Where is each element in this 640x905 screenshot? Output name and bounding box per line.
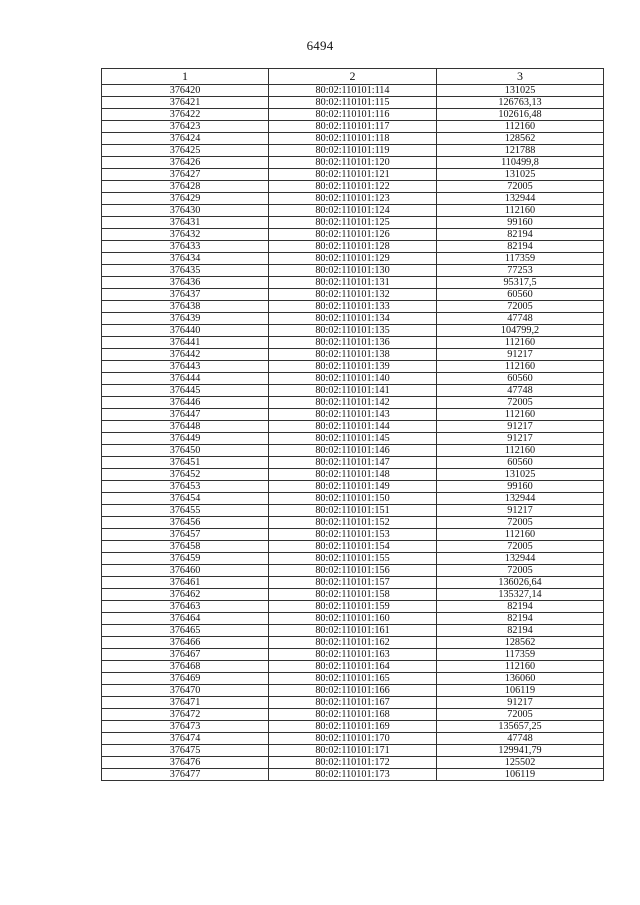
cadastral-number-cell: 80:02:110101:125	[269, 217, 437, 229]
cadastral-number-cell: 80:02:110101:152	[269, 517, 437, 529]
table-row	[102, 757, 604, 769]
value-cell: 128562	[437, 637, 604, 649]
table-row	[102, 433, 604, 445]
row-number-cell: 376450	[102, 445, 269, 457]
value-cell: 121788	[437, 145, 604, 157]
row-number-cell: 376427	[102, 169, 269, 181]
cadastral-number-cell: 80:02:110101:116	[269, 109, 437, 121]
cadastral-number-cell: 80:02:110101:161	[269, 625, 437, 637]
row-number-cell: 376468	[102, 661, 269, 673]
table-row	[102, 613, 604, 625]
row-number-cell: 376461	[102, 577, 269, 589]
value-cell: 91217	[437, 433, 604, 445]
value-cell: 77253	[437, 265, 604, 277]
row-number-cell: 376465	[102, 625, 269, 637]
value-cell: 136026,64	[437, 577, 604, 589]
value-cell: 82194	[437, 229, 604, 241]
cadastral-number-cell: 80:02:110101:159	[269, 601, 437, 613]
value-cell: 112160	[437, 529, 604, 541]
row-number-cell: 376431	[102, 217, 269, 229]
table-row	[102, 445, 604, 457]
value-cell: 106119	[437, 769, 604, 781]
value-cell: 135657,25	[437, 721, 604, 733]
row-number-cell: 376463	[102, 601, 269, 613]
table-row	[102, 661, 604, 673]
row-number-cell: 376475	[102, 745, 269, 757]
table-row	[102, 97, 604, 109]
value-cell: 112160	[437, 205, 604, 217]
table-row	[102, 289, 604, 301]
cadastral-number-cell: 80:02:110101:124	[269, 205, 437, 217]
row-number-cell: 376452	[102, 469, 269, 481]
value-cell: 72005	[437, 565, 604, 577]
value-cell: 60560	[437, 373, 604, 385]
table-row	[102, 529, 604, 541]
row-number-cell: 376423	[102, 121, 269, 133]
cadastral-number-cell: 80:02:110101:165	[269, 673, 437, 685]
table-row	[102, 157, 604, 169]
value-cell: 60560	[437, 457, 604, 469]
value-cell: 91217	[437, 349, 604, 361]
table-row	[102, 229, 604, 241]
column-header-3: 3	[437, 69, 604, 85]
table-row	[102, 421, 604, 433]
value-cell: 132944	[437, 553, 604, 565]
row-number-cell: 376464	[102, 613, 269, 625]
table-row	[102, 481, 604, 493]
cadastral-number-cell: 80:02:110101:164	[269, 661, 437, 673]
table-row	[102, 313, 604, 325]
cadastral-number-cell: 80:02:110101:162	[269, 637, 437, 649]
value-cell: 112160	[437, 121, 604, 133]
table-row	[102, 769, 604, 781]
row-number-cell: 376453	[102, 481, 269, 493]
cadastral-number-cell: 80:02:110101:168	[269, 709, 437, 721]
row-number-cell: 376426	[102, 157, 269, 169]
row-number-cell: 376443	[102, 361, 269, 373]
cadastral-number-cell: 80:02:110101:172	[269, 757, 437, 769]
table-row	[102, 397, 604, 409]
row-number-cell: 376474	[102, 733, 269, 745]
value-cell: 91217	[437, 421, 604, 433]
row-number-cell: 376434	[102, 253, 269, 265]
data-table	[101, 68, 604, 781]
row-number-cell: 376467	[102, 649, 269, 661]
row-number-cell: 376438	[102, 301, 269, 313]
cadastral-number-cell: 80:02:110101:115	[269, 97, 437, 109]
row-number-cell: 376445	[102, 385, 269, 397]
table-row	[102, 673, 604, 685]
row-number-cell: 376436	[102, 277, 269, 289]
value-cell: 131025	[437, 85, 604, 97]
cadastral-number-cell: 80:02:110101:141	[269, 385, 437, 397]
cadastral-number-cell: 80:02:110101:139	[269, 361, 437, 373]
table-row	[102, 193, 604, 205]
table-row	[102, 457, 604, 469]
value-cell: 112160	[437, 661, 604, 673]
value-cell: 72005	[437, 517, 604, 529]
table-row	[102, 625, 604, 637]
value-cell: 72005	[437, 397, 604, 409]
value-cell: 112160	[437, 409, 604, 421]
value-cell: 117359	[437, 649, 604, 661]
cadastral-number-cell: 80:02:110101:158	[269, 589, 437, 601]
cadastral-number-cell: 80:02:110101:120	[269, 157, 437, 169]
cadastral-number-cell: 80:02:110101:157	[269, 577, 437, 589]
cadastral-number-cell: 80:02:110101:156	[269, 565, 437, 577]
cadastral-number-cell: 80:02:110101:133	[269, 301, 437, 313]
row-number-cell: 376447	[102, 409, 269, 421]
row-number-cell: 376437	[102, 289, 269, 301]
row-number-cell: 376455	[102, 505, 269, 517]
row-number-cell: 376432	[102, 229, 269, 241]
table-row	[102, 745, 604, 757]
row-number-cell: 376462	[102, 589, 269, 601]
value-cell: 106119	[437, 685, 604, 697]
value-cell: 72005	[437, 541, 604, 553]
value-cell: 125502	[437, 757, 604, 769]
table-row	[102, 565, 604, 577]
table-row	[102, 349, 604, 361]
value-cell: 99160	[437, 481, 604, 493]
value-cell: 136060	[437, 673, 604, 685]
cadastral-number-cell: 80:02:110101:163	[269, 649, 437, 661]
row-number-cell: 376421	[102, 97, 269, 109]
row-number-cell: 376440	[102, 325, 269, 337]
cadastral-number-cell: 80:02:110101:131	[269, 277, 437, 289]
table-row	[102, 277, 604, 289]
table-row	[102, 505, 604, 517]
value-cell: 72005	[437, 709, 604, 721]
row-number-cell: 376439	[102, 313, 269, 325]
row-number-cell: 376441	[102, 337, 269, 349]
table-header-row	[102, 69, 604, 85]
cadastral-number-cell: 80:02:110101:154	[269, 541, 437, 553]
row-number-cell: 376466	[102, 637, 269, 649]
cadastral-number-cell: 80:02:110101:171	[269, 745, 437, 757]
cadastral-number-cell: 80:02:110101:144	[269, 421, 437, 433]
cadastral-number-cell: 80:02:110101:117	[269, 121, 437, 133]
table-body	[102, 85, 604, 781]
cadastral-number-cell: 80:02:110101:173	[269, 769, 437, 781]
row-number-cell: 376459	[102, 553, 269, 565]
table-row	[102, 205, 604, 217]
row-number-cell: 376435	[102, 265, 269, 277]
cadastral-number-cell: 80:02:110101:136	[269, 337, 437, 349]
table-row	[102, 361, 604, 373]
row-number-cell: 376444	[102, 373, 269, 385]
cadastral-number-cell: 80:02:110101:118	[269, 133, 437, 145]
cadastral-number-cell: 80:02:110101:146	[269, 445, 437, 457]
cadastral-number-cell: 80:02:110101:145	[269, 433, 437, 445]
row-number-cell: 376469	[102, 673, 269, 685]
cadastral-number-cell: 80:02:110101:170	[269, 733, 437, 745]
row-number-cell: 376425	[102, 145, 269, 157]
row-number-cell: 376420	[102, 85, 269, 97]
row-number-cell: 376422	[102, 109, 269, 121]
table-row	[102, 601, 604, 613]
table-row	[102, 121, 604, 133]
table-row	[102, 133, 604, 145]
value-cell: 47748	[437, 313, 604, 325]
cadastral-number-cell: 80:02:110101:123	[269, 193, 437, 205]
row-number-cell: 376446	[102, 397, 269, 409]
value-cell: 47748	[437, 385, 604, 397]
value-cell: 132944	[437, 193, 604, 205]
value-cell: 129941,79	[437, 745, 604, 757]
cadastral-number-cell: 80:02:110101:132	[269, 289, 437, 301]
cadastral-number-cell: 80:02:110101:122	[269, 181, 437, 193]
row-number-cell: 376428	[102, 181, 269, 193]
row-number-cell: 376448	[102, 421, 269, 433]
cadastral-number-cell: 80:02:110101:135	[269, 325, 437, 337]
table-row	[102, 589, 604, 601]
row-number-cell: 376458	[102, 541, 269, 553]
cadastral-number-cell: 80:02:110101:138	[269, 349, 437, 361]
cadastral-number-cell: 80:02:110101:153	[269, 529, 437, 541]
cadastral-number-cell: 80:02:110101:126	[269, 229, 437, 241]
value-cell: 91217	[437, 505, 604, 517]
cadastral-number-cell: 80:02:110101:143	[269, 409, 437, 421]
table-row	[102, 709, 604, 721]
cadastral-number-cell: 80:02:110101:167	[269, 697, 437, 709]
table-row	[102, 493, 604, 505]
table-row	[102, 697, 604, 709]
cadastral-number-cell: 80:02:110101:119	[269, 145, 437, 157]
value-cell: 112160	[437, 445, 604, 457]
row-number-cell: 376433	[102, 241, 269, 253]
value-cell: 47748	[437, 733, 604, 745]
row-number-cell: 376430	[102, 205, 269, 217]
value-cell: 128562	[437, 133, 604, 145]
table-row	[102, 685, 604, 697]
table-row	[102, 265, 604, 277]
value-cell: 126763,13	[437, 97, 604, 109]
row-number-cell: 376476	[102, 757, 269, 769]
cadastral-number-cell: 80:02:110101:134	[269, 313, 437, 325]
table-row	[102, 721, 604, 733]
value-cell: 60560	[437, 289, 604, 301]
column-header-2: 2	[269, 69, 437, 85]
row-number-cell: 376460	[102, 565, 269, 577]
table-row	[102, 181, 604, 193]
row-number-cell: 376429	[102, 193, 269, 205]
table-row	[102, 325, 604, 337]
value-cell: 110499,8	[437, 157, 604, 169]
value-cell: 82194	[437, 601, 604, 613]
row-number-cell: 376449	[102, 433, 269, 445]
table-row	[102, 373, 604, 385]
cadastral-number-cell: 80:02:110101:140	[269, 373, 437, 385]
row-number-cell: 376451	[102, 457, 269, 469]
table-row	[102, 301, 604, 313]
row-number-cell: 376471	[102, 697, 269, 709]
table-row	[102, 541, 604, 553]
cadastral-number-cell: 80:02:110101:166	[269, 685, 437, 697]
value-cell: 82194	[437, 613, 604, 625]
cadastral-number-cell: 80:02:110101:142	[269, 397, 437, 409]
table-row	[102, 253, 604, 265]
value-cell: 82194	[437, 241, 604, 253]
table-row	[102, 217, 604, 229]
table-row	[102, 517, 604, 529]
table-row	[102, 145, 604, 157]
table-row	[102, 637, 604, 649]
value-cell: 82194	[437, 625, 604, 637]
row-number-cell: 376470	[102, 685, 269, 697]
cadastral-number-cell: 80:02:110101:150	[269, 493, 437, 505]
table-row	[102, 469, 604, 481]
table-row	[102, 577, 604, 589]
cadastral-number-cell: 80:02:110101:160	[269, 613, 437, 625]
table-row	[102, 649, 604, 661]
row-number-cell: 376424	[102, 133, 269, 145]
row-number-cell: 376473	[102, 721, 269, 733]
value-cell: 131025	[437, 169, 604, 181]
table-row	[102, 241, 604, 253]
value-cell: 99160	[437, 217, 604, 229]
column-header-1: 1	[102, 69, 269, 85]
cadastral-number-cell: 80:02:110101:114	[269, 85, 437, 97]
cadastral-number-cell: 80:02:110101:151	[269, 505, 437, 517]
table-row	[102, 385, 604, 397]
value-cell: 112160	[437, 361, 604, 373]
value-cell: 131025	[437, 469, 604, 481]
table-row	[102, 337, 604, 349]
table-row	[102, 409, 604, 421]
row-number-cell: 376477	[102, 769, 269, 781]
table-row	[102, 733, 604, 745]
value-cell: 135327,14	[437, 589, 604, 601]
row-number-cell: 376454	[102, 493, 269, 505]
value-cell: 72005	[437, 301, 604, 313]
value-cell: 102616,48	[437, 109, 604, 121]
table-row	[102, 553, 604, 565]
value-cell: 72005	[437, 181, 604, 193]
row-number-cell: 376472	[102, 709, 269, 721]
value-cell: 132944	[437, 493, 604, 505]
cadastral-number-cell: 80:02:110101:128	[269, 241, 437, 253]
cadastral-number-cell: 80:02:110101:155	[269, 553, 437, 565]
cadastral-number-cell: 80:02:110101:147	[269, 457, 437, 469]
row-number-cell: 376457	[102, 529, 269, 541]
table-row	[102, 169, 604, 181]
page-number: 6494	[306, 38, 334, 53]
value-cell: 112160	[437, 337, 604, 349]
value-cell: 104799,2	[437, 325, 604, 337]
cadastral-number-cell: 80:02:110101:149	[269, 481, 437, 493]
value-cell: 117359	[437, 253, 604, 265]
row-number-cell: 376456	[102, 517, 269, 529]
value-cell: 95317,5	[437, 277, 604, 289]
cadastral-number-cell: 80:02:110101:121	[269, 169, 437, 181]
cadastral-number-cell: 80:02:110101:129	[269, 253, 437, 265]
value-cell: 91217	[437, 697, 604, 709]
row-number-cell: 376442	[102, 349, 269, 361]
table-row	[102, 109, 604, 121]
cadastral-number-cell: 80:02:110101:148	[269, 469, 437, 481]
table-row	[102, 85, 604, 97]
cadastral-number-cell: 80:02:110101:169	[269, 721, 437, 733]
cadastral-number-cell: 80:02:110101:130	[269, 265, 437, 277]
